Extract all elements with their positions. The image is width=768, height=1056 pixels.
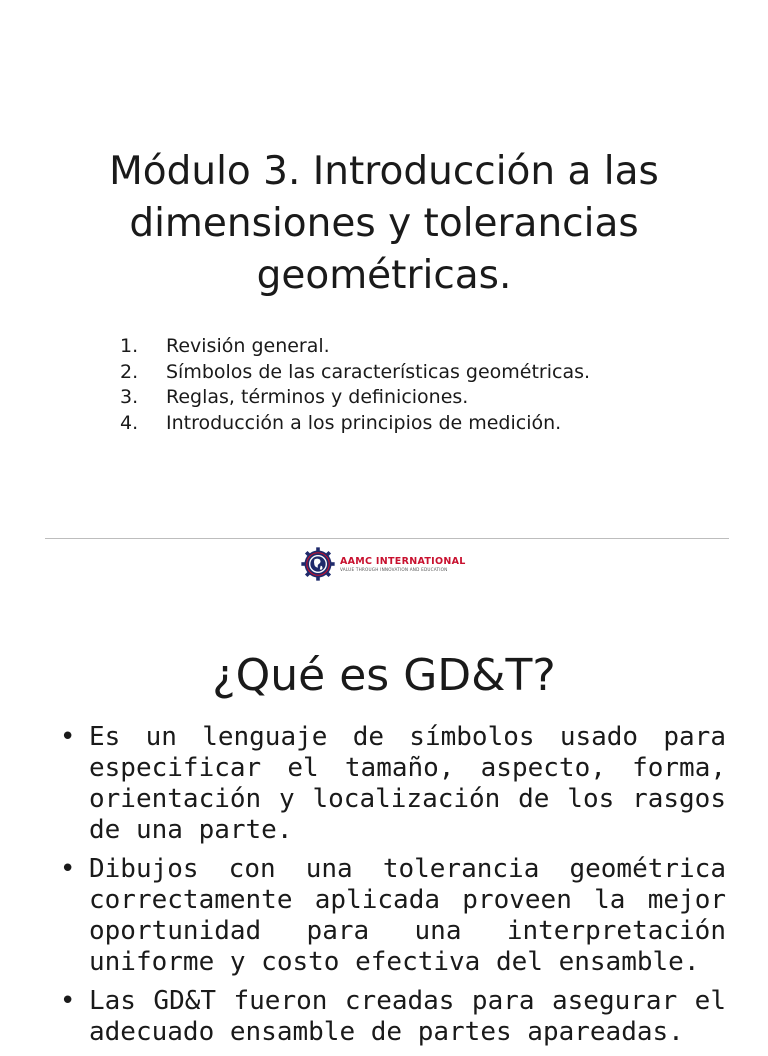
logo-name: AAMC INTERNATIONAL	[340, 555, 466, 567]
bullet-item	[60, 722, 726, 846]
gdt-bullet-list	[60, 722, 726, 1056]
bullet-icon	[60, 854, 75, 885]
list-text: Revisión general.	[166, 335, 330, 357]
list-item	[120, 411, 590, 437]
list-item	[120, 334, 590, 360]
bullet-item	[60, 986, 726, 1048]
list-text: Reglas, términos y definiciones.	[166, 386, 469, 408]
list-item	[120, 385, 590, 411]
list-number: 1.	[120, 335, 139, 357]
list-text: Símbolos de las características geométricas.	[166, 360, 591, 383]
logo-text	[340, 556, 466, 573]
list-number: 3.	[120, 386, 139, 408]
aamc-logo	[300, 545, 466, 583]
title-line: Módulo 3. Introducción a las	[109, 149, 659, 194]
logo-tagline: VALUE THROUGH INNOVATION AND EDUCATION	[340, 566, 448, 572]
bullet-text: Es un lenguaje de símbolos usado para especificar el tamaño, aspecto, forma, orientación y localización de los rasgos de una parte.	[89, 722, 726, 845]
bullet-icon	[60, 986, 75, 1017]
title-line: geométricas.	[256, 253, 512, 298]
list-item	[120, 360, 590, 386]
bullet-text: Las GD&T fueron creadas para asegurar el adecuado ensamble de partes apareadas.	[89, 986, 726, 1047]
list-number: 4.	[120, 411, 139, 434]
bullet-item	[60, 854, 726, 978]
bullet-text: Dibujos con una tolerancia geométrica correctamente aplicada proveen la mejor oportunidad para una interpretación uniforme y costo efectiva del ensamble.	[89, 854, 726, 977]
title-line: dimensiones y tolerancias	[129, 201, 639, 246]
bullet-icon	[60, 722, 75, 753]
slide-title-gdt: ¿Qué es GD&T?	[212, 650, 556, 701]
gear-globe-icon	[300, 546, 336, 582]
slide-divider	[45, 538, 729, 539]
list-text: Introducción a los principios de medición.	[166, 411, 562, 434]
slide-title	[60, 146, 708, 302]
list-number: 2.	[120, 360, 139, 383]
module-contents-list	[120, 334, 590, 436]
